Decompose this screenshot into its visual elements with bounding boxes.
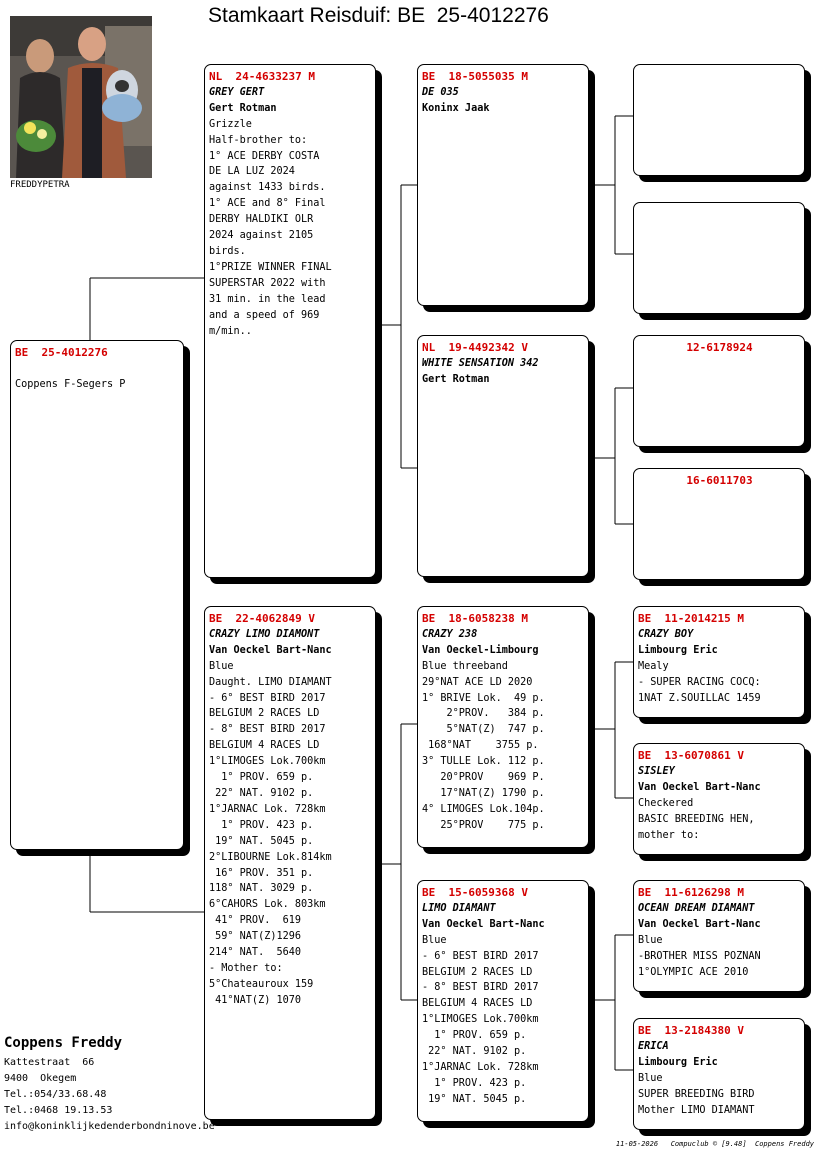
info-line: 20°PROV 969 P. [422, 772, 545, 784]
info-line: 1° ACE and 8° Final [209, 198, 326, 210]
info-line: birds. [209, 245, 246, 257]
footer-credit: 11-05-2026 Compuclub © [9.48] Coppens Freddy [615, 1140, 814, 1148]
owner-name: Van Oeckel Bart-Nanc [209, 644, 332, 656]
info-line: BELGIUM 4 RACES LD [422, 998, 533, 1010]
pedigree-card-sire-sire[interactable] [417, 64, 589, 306]
info-line: DERBY HALDIKI OLR [209, 214, 314, 226]
info-line: Blue [422, 934, 447, 946]
info-line: 3° TULLE Lok. 112 p. [422, 756, 545, 768]
pedigree-card-sire-dam[interactable] [417, 335, 589, 577]
info-line: BELGIUM 2 RACES LD [422, 966, 533, 978]
ring-number: BE 15-6059368 V [422, 886, 528, 899]
breeder-city: 9400 Okegem [4, 1073, 77, 1084]
info-line: 1° BRIVE Lok. 49 p. [422, 692, 545, 704]
info-line: 2024 against 2105 [209, 230, 314, 242]
info-line: -BROTHER MISS POZNAN [638, 950, 761, 962]
info-line: - 6° BEST BIRD 2017 [422, 950, 539, 962]
photo-caption: FREDDYPETRA [10, 180, 70, 190]
info-line: 1°JARNAC Lok. 728km [422, 1061, 539, 1073]
info-line: Blue threeband [422, 660, 508, 672]
info-line: 22° NAT. 9102 p. [209, 787, 314, 799]
info-line: 168°NAT 3755 p. [422, 740, 539, 752]
info-line: Daught. LIMO DIAMANT [209, 676, 332, 688]
info-line: Coppens F-Segers P [15, 378, 126, 390]
info-line: Mealy [638, 660, 669, 672]
page-title: Stamkaart Reisduif: BE 25-4012276 [208, 4, 549, 27]
pigeon-name: CRAZY LIMO DIAMONT [209, 628, 320, 640]
info-line: Blue [638, 934, 663, 946]
owner-name: Gert Rotman [422, 373, 490, 385]
info-line: - 6° BEST BIRD 2017 [209, 692, 326, 704]
info-line: m/min.. [209, 325, 252, 337]
ring-number: BE 25-4012276 [15, 346, 108, 359]
info-line: 31 min. in the lead [209, 293, 326, 305]
info-line: 1°PRIZE WINNER FINAL [209, 261, 332, 273]
info-line: 2°PROV. 384 p. [422, 708, 545, 720]
info-line: - 8° BEST BIRD 2017 [422, 982, 539, 994]
breeder-contact [4, 1034, 215, 1135]
owner-name: Van Oeckel Bart-Nanc [638, 918, 761, 930]
info-line: BASIC BREEDING HEN, [638, 813, 755, 825]
ring-number: BE 11-2014215 M [638, 612, 744, 625]
info-line: against 1433 birds. [209, 182, 326, 194]
info-line: 1° PROV. 423 p. [209, 819, 314, 831]
breeder-phone-1: Tel.:054/33.68.48 [4, 1089, 107, 1100]
info-line: 6°CAHORS Lok. 803km [209, 899, 326, 911]
ring-number: BE 13-6070861 V [638, 749, 744, 762]
pedigree-card-sire-sire-dam[interactable] [633, 202, 805, 314]
pedigree-card-dam-sire-sire[interactable] [633, 606, 805, 718]
info-line: 5°Chateauroux 159 [209, 978, 314, 990]
info-line: 1° PROV. 659 p. [422, 1030, 527, 1042]
info-line: 214° NAT. 5640 [209, 947, 302, 959]
info-line: 1° PROV. 659 p. [209, 772, 314, 784]
ring-number: NL 24-4633237 M [209, 70, 315, 83]
info-line: 17°NAT(Z) 1790 p. [422, 787, 545, 799]
pigeon-name: DE 035 [422, 86, 459, 98]
info-line: Mother LIMO DIAMANT [638, 1104, 755, 1116]
pedigree-card-sire-sire-sire[interactable] [633, 64, 805, 176]
pigeon-name: CRAZY 238 [422, 628, 478, 640]
pigeon-name: CRAZY BOY [638, 628, 694, 640]
info-line: 41° PROV. 619 [209, 915, 302, 927]
info-line: 1° PROV. 423 p. [422, 1077, 527, 1089]
ring-number: BE 13-2184380 V [638, 1024, 744, 1037]
info-line: SUPER BREEDING BIRD [638, 1088, 755, 1100]
pedigree-card-dam-dam-dam[interactable] [633, 1018, 805, 1130]
ring-number: BE 18-6058238 M [422, 612, 528, 625]
info-line: 41°NAT(Z) 1070 [209, 994, 302, 1006]
ring-number: 16-6011703 [686, 474, 753, 487]
ring-number: BE 11-6126298 M [638, 886, 744, 899]
info-line: Blue [638, 1072, 663, 1084]
pedigree-card-sire[interactable] [204, 64, 376, 578]
info-line: 2°LIBOURNE Lok.814km [209, 851, 332, 863]
info-line: 59° NAT(Z)1296 [209, 931, 302, 943]
info-line: SUPERSTAR 2022 with [209, 277, 326, 289]
pigeon-name: LIMO DIAMANT [422, 902, 496, 914]
info-line: Checkered [638, 797, 694, 809]
ring-number: BE 18-5055035 M [422, 70, 528, 83]
owner-name: Van Oeckel Bart-Nanc [422, 918, 545, 930]
info-line: 29°NAT ACE LD 2020 [422, 676, 533, 688]
info-line: and a speed of 969 [209, 309, 320, 321]
info-line: mother to: [638, 829, 700, 841]
info-line: 5°NAT(Z) 747 p. [422, 724, 545, 736]
breeder-phone-2: Tel.:0468 19.13.53 [4, 1105, 113, 1116]
info-line: BELGIUM 2 RACES LD [209, 708, 320, 720]
info-line: Blue [209, 660, 234, 672]
info-line: 16° PROV. 351 p. [209, 867, 314, 879]
pedigree-card-dam-sire[interactable] [417, 606, 589, 848]
pedigree-card-dam-dam[interactable] [417, 880, 589, 1122]
pigeon-name: OCEAN DREAM DIAMANT [638, 902, 755, 914]
pedigree-card-sire-dam-sire[interactable] [633, 335, 805, 447]
info-line: 118° NAT. 3029 p. [209, 883, 314, 895]
info-line: 19° NAT. 5045 p. [209, 835, 314, 847]
info-line: DE LA LUZ 2024 [209, 166, 295, 178]
info-line: 4° LIMOGES Lok.104p. [422, 803, 545, 815]
ring-number: 12-6178924 [686, 341, 753, 354]
breeder-email[interactable]: info@koninklijkedenderbondninove.be [4, 1121, 215, 1132]
info-line: - 8° BEST BIRD 2017 [209, 724, 326, 736]
info-line: 19° NAT. 5045 p. [422, 1093, 527, 1105]
ring-number: NL 19-4492342 V [422, 341, 528, 354]
owner-name: Limbourg Eric [638, 644, 718, 656]
pigeon-name: GREY GERT [209, 86, 265, 98]
info-line: 1° ACE DERBY COSTA [209, 150, 320, 162]
info-line: 25°PROV 775 p. [422, 819, 545, 831]
owner-name: Gert Rotman [209, 102, 277, 114]
pedigree-card-dam-dam-sire[interactable] [633, 880, 805, 992]
owner-name: Limbourg Eric [638, 1056, 718, 1068]
pigeon-name: ERICA [638, 1040, 669, 1052]
pedigree-card-sire-dam-dam[interactable] [633, 468, 805, 580]
info-line: 1NAT Z.SOUILLAC 1459 [638, 692, 761, 704]
pedigree-card-subject[interactable] [10, 340, 184, 850]
info-line: 1°OLYMPIC ACE 2010 [638, 966, 749, 978]
breeder-street: Kattestraat 66 [4, 1057, 95, 1068]
owner-name: Van Oeckel Bart-Nanc [638, 781, 761, 793]
info-line: - SUPER RACING COCQ: [638, 676, 761, 688]
ring-number: BE 22-4062849 V [209, 612, 315, 625]
info-line [15, 361, 180, 377]
pigeon-name: WHITE SENSATION 342 [422, 357, 539, 369]
breeder-name: Coppens Freddy [4, 1035, 123, 1051]
info-line: Grizzle [209, 118, 252, 130]
owner-name: Van Oeckel-Limbourg [422, 644, 539, 656]
info-line: 1°JARNAC Lok. 728km [209, 803, 326, 815]
info-line: BELGIUM 4 RACES LD [209, 740, 320, 752]
owner-name: Koninx Jaak [422, 102, 490, 114]
pigeon-name: SISLEY [638, 765, 675, 777]
info-line: 1°LIMOGES Lok.700km [422, 1014, 539, 1026]
info-line: - Mother to: [209, 962, 283, 974]
info-line: 22° NAT. 9102 p. [422, 1046, 527, 1058]
info-line: 1°LIMOGES Lok.700km [209, 756, 326, 768]
info-line: Half-brother to: [209, 134, 308, 146]
pedigree-card-dam[interactable] [204, 606, 376, 1120]
pedigree-card-dam-sire-dam[interactable] [633, 743, 805, 855]
